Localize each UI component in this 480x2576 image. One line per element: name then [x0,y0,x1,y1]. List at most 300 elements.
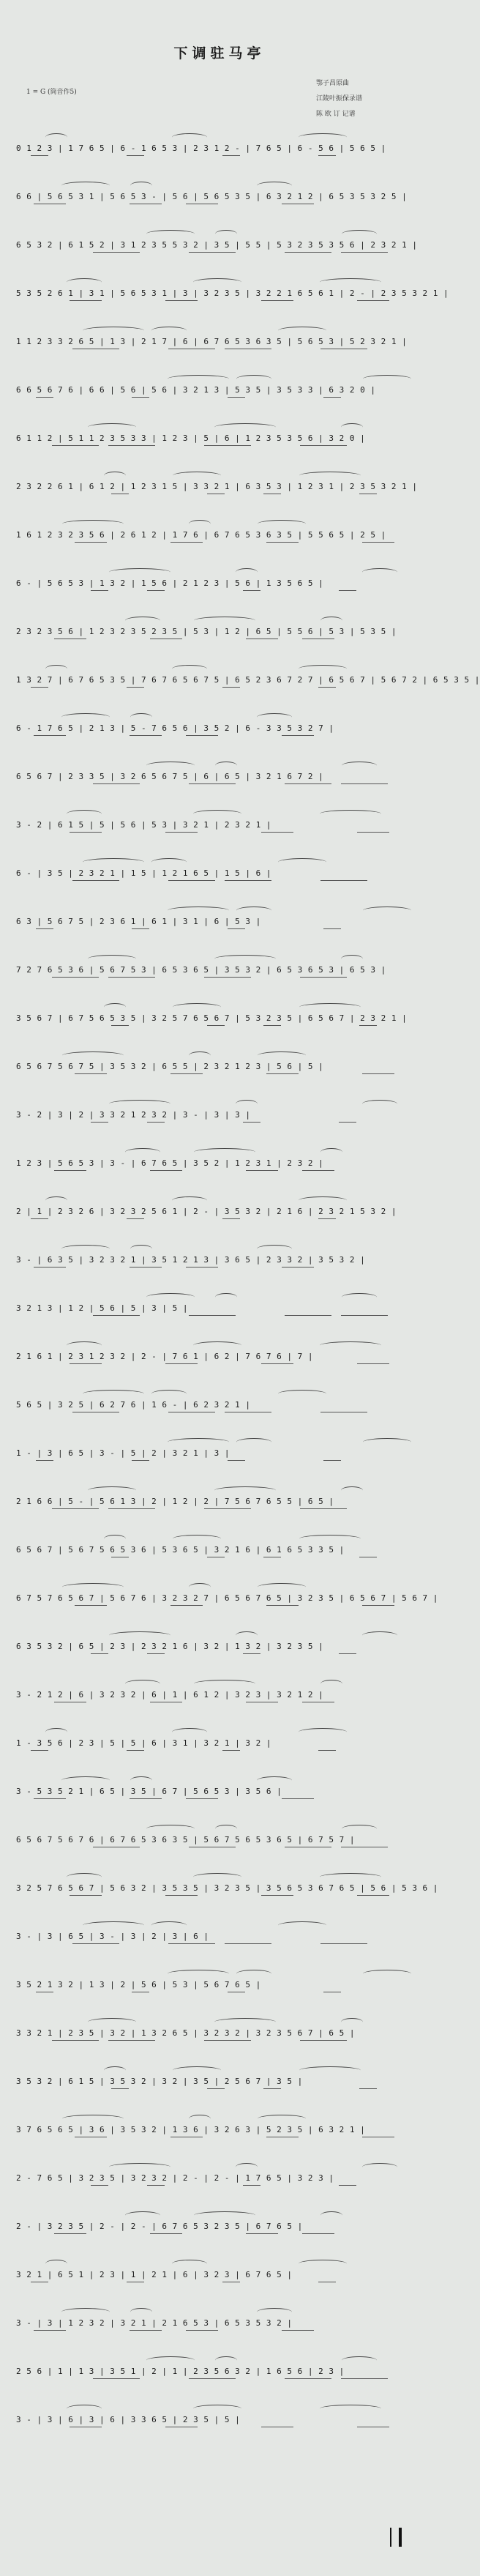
beam-underline [339,590,356,591]
slur-mark [320,810,381,818]
notation-line: 3 - | 3 | 6 5 | 3 - | 3 | 2 | 3 | 6 | [16,1932,209,1941]
notation-line: 3 2 1 3 | 1 2 | 5 6 | 5 | 3 | 5 | [16,1303,189,1313]
slur-mark [257,182,292,190]
slur-mark [104,472,126,480]
beam-underline [318,1750,336,1751]
slur-mark [299,133,347,141]
slur-mark [214,2018,276,2026]
slur-mark [341,1486,363,1494]
notation-row [16,1472,423,1520]
notation-line: 6 5 3 2 | 6 1 5 2 | 3 1 2 3 5 5 3 2 | 3 5 | 5 5 | 5 3 2 3 5 3 5 6 | 2 3 2 1 | [16,240,418,250]
beam-underline [108,2040,155,2041]
beam-underline [318,155,336,156]
slur-mark [104,1535,126,1543]
beam-underline [93,252,140,253]
beam-underline [261,832,293,833]
notation-line: 6 5 6 7 5 6 7 6 | 6 7 6 5 3 6 3 5 | 5 6 7 5 6 5 3 6 5 | 6 7 5 7 | [16,1835,355,1844]
slur-mark [215,1293,237,1301]
slur-mark [189,2115,211,2123]
beam-underline [222,1218,240,1219]
beam-underline [34,2330,66,2331]
notation-line: 5 6 5 | 3 2 5 | 6 2 7 6 | 1 6 - | 6 2 3 2 1 | [16,1400,251,1410]
notation-line: 3 - 2 1 2 | 6 | 3 2 3 2 | 6 | 1 | 6 1 2 | 3 2 3 | 3 2 1 2 | [16,1690,324,1700]
beam-underline [204,445,251,446]
beam-underline [341,1315,388,1316]
beam-underline [70,300,102,301]
slur-mark [299,472,361,480]
beam-underline [31,687,48,688]
slur-mark [193,2405,241,2413]
beam-underline [204,1508,251,1509]
slur-mark [342,1825,377,1833]
beam-underline [54,1170,86,1171]
notation-row [16,1182,423,1230]
slur-mark [363,375,411,383]
slur-mark [363,907,411,915]
slur-mark [258,2115,306,2123]
beam-underline [228,1460,245,1461]
slur-mark [189,1051,211,1060]
slur-mark [299,665,347,673]
beam-underline [285,252,331,253]
beam-underline [243,590,260,591]
beam-underline [341,783,388,784]
beam-underline [31,155,48,156]
slur-mark [45,133,67,141]
slur-mark [257,1245,292,1253]
beam-underline [130,2330,162,2331]
notation-line: 6 5 6 7 5 6 7 5 | 3 5 3 2 | 6 5 5 | 2 3 2 1 2 3 | 5 6 | 5 | [16,1062,324,1071]
slur-mark [61,1245,110,1253]
beam-underline [339,1122,356,1123]
beam-underline [323,1460,341,1461]
slur-mark [109,1100,170,1108]
slur-mark [236,1631,258,1639]
slur-mark [236,2163,258,2171]
slur-mark [320,1680,342,1688]
slur-mark [151,1390,187,1398]
slur-mark [194,2211,255,2219]
slur-mark [173,472,221,480]
beam-underline [362,1073,394,1074]
beam-underline [150,2233,182,2234]
slur-mark [61,1776,110,1784]
slur-mark [61,182,110,190]
beam-underline [132,928,149,929]
slur-mark [83,327,144,335]
slur-mark [320,2405,381,2413]
notation-line: 6 7 5 7 6 5 6 7 | 5 6 7 6 | 3 2 3 2 7 | 6 5 6 7 6 5 | 3 2 3 5 | 6 5 6 7 | 5 6 7 | [16,1593,438,1603]
beam-underline [261,1363,293,1364]
beam-underline [300,2040,347,2041]
beam-underline [323,397,341,398]
slur-mark [151,1921,187,1929]
notation-row [16,1762,423,1810]
slur-mark [342,1293,377,1301]
notation-line: 2 - 7 6 5 | 3 2 3 5 | 3 2 3 2 | 2 - | 2 - | 1 7 6 5 | 3 2 3 | [16,2173,334,2183]
notation-line: 6 3 | 5 6 7 5 | 2 3 6 1 | 6 1 | 3 1 | 6 | 5 3 | [16,917,261,926]
beam-underline [111,1025,129,1026]
notation-row [16,1085,423,1133]
notation-line: 3 - 2 | 6 1 5 | 5 | 5 6 | 5 3 | 3 2 1 | 2 3 2 1 | [16,820,272,830]
slur-mark [320,617,342,625]
notation-line: 3 2 1 | 6 5 1 | 2 3 | 1 | 2 1 | 6 | 3 2 3 | 6 7 6 5 | [16,2270,293,2279]
slur-mark [146,762,195,770]
notation-line: 2 - | 3 2 3 5 | 2 - | 2 - | 6 7 6 5 3 2 3 5 | 6 7 6 5 | [16,2222,303,2231]
slur-mark [172,665,207,673]
beam-underline [189,1315,236,1316]
slur-mark [83,1921,144,1929]
slur-mark [125,617,160,625]
beam-underline [339,2185,356,2186]
slur-mark [67,2405,102,2413]
slur-mark [83,1390,144,1398]
notation-row [16,215,423,264]
notation-row [16,2100,423,2148]
slur-mark [67,1873,102,1881]
slur-mark [193,278,241,286]
slur-mark [194,1680,255,1688]
slur-mark [61,713,110,721]
slur-mark [189,520,211,528]
beam-underline [243,2185,260,2186]
slur-mark [215,230,237,238]
notation-line: 1 1 2 3 3 2 6 5 | 1 3 | 2 1 7 | 6 | 6 7 6 5 3 6 3 5 | 5 6 5 3 | 5 2 3 2 1 | [16,337,408,346]
slur-mark [172,133,207,141]
beam-underline [359,1025,377,1026]
slur-mark [45,2260,67,2268]
slur-mark [173,1535,221,1543]
slur-mark [146,1293,195,1301]
notation-row [16,1617,423,1665]
beam-underline [168,880,215,881]
slur-mark [342,2356,377,2364]
beam-underline [93,2378,140,2379]
slur-mark [320,1148,342,1156]
slur-mark [193,810,241,818]
slur-mark [236,1970,271,1978]
slur-mark [61,2308,110,2316]
score-title: 下调驻马亭 [173,45,266,62]
beam-underline [263,1025,281,1026]
beam-underline [261,300,293,301]
beam-underline [285,1315,331,1316]
slur-mark [362,568,397,576]
beam-underline [189,2378,236,2379]
beam-underline [282,2330,314,2331]
beam-underline [207,1025,225,1026]
beam-underline [320,1943,367,1944]
notation-row [16,2293,423,2342]
slur-mark [172,2260,207,2268]
notation-line: 7 2 7 6 5 3 6 | 5 6 7 5 3 | 6 5 3 6 5 | 3 5 3 2 | 6 5 3 6 5 3 | 6 5 3 | [16,965,386,975]
notation-row [16,989,423,1037]
slur-mark [320,2211,342,2219]
notation-row [16,1230,423,1278]
notation-row [16,167,423,215]
slur-mark [62,1583,124,1591]
beam-underline [54,2233,86,2234]
slur-mark [168,1438,229,1446]
notation-staff [16,119,480,2438]
beam-underline [282,735,314,736]
beam-underline [320,880,367,881]
slur-mark [168,1970,229,1978]
notation-row [16,602,423,650]
beam-underline [222,687,240,688]
slur-mark [215,1825,237,1833]
beam-underline [75,1073,107,1074]
notation-row [16,1713,423,1762]
beam-underline [130,735,162,736]
beam-underline [207,2088,225,2089]
notation-line: 6 5 6 7 | 2 3 3 5 | 3 2 6 5 6 7 5 | 6 | 6 5 | 3 2 1 6 7 2 | [16,772,324,781]
beam-underline [168,1943,215,1944]
slur-mark [88,1486,136,1494]
beam-underline [147,2185,165,2186]
slur-mark [83,858,144,866]
notation-row [16,1423,423,1472]
beam-underline [359,2088,377,2089]
beam-underline [323,928,341,929]
notation-row [16,312,423,360]
slur-mark [258,1051,306,1060]
notation-row [16,2052,423,2100]
notation-row [16,360,423,409]
beam-underline [147,1653,165,1654]
notation-line: 3 2 5 7 6 5 6 7 | 5 6 3 2 | 3 5 3 5 | 3 2 3 5 | 3 5 6 5 3 6 7 6 5 | 5 6 | 5 3 6 | [16,1883,438,1893]
slur-mark [363,1970,411,1978]
notation-row [16,1810,423,1858]
slur-mark [299,1728,347,1736]
beam-underline [75,1605,107,1606]
beam-underline [36,928,53,929]
beam-underline [165,1895,198,1896]
notation-row [16,2342,423,2390]
notation-line: 6 6 | 5 6 5 3 1 | 5 6 5 3 - | 5 6 | 5 6 5 3 5 | 6 3 2 1 2 | 6 5 3 5 3 2 5 | [16,192,408,201]
beam-underline [147,1122,165,1123]
beam-underline [52,2040,99,2041]
beam-underline [36,1460,53,1461]
beam-underline [266,1605,299,1606]
beam-underline [204,977,251,978]
beam-underline [228,397,245,398]
notation-line: 3 5 3 2 | 6 1 5 | 3 5 3 2 | 3 2 | 3 5 | 2 5 6 7 | 3 5 | [16,2077,303,2086]
beam-underline [222,155,240,156]
slur-mark [130,713,152,721]
notation-line: 3 5 6 7 | 6 7 5 6 5 3 5 | 3 2 5 7 6 5 6 7 | 5 3 2 3 5 | 6 5 6 7 | 2 3 2 1 | [16,1013,408,1023]
notation-line: 2 1 6 1 | 2 3 1 2 3 2 | 2 - | 7 6 1 | 6 2 | 7 6 7 6 | 7 | [16,1352,313,1361]
beam-underline [225,880,271,881]
slur-mark [67,1341,102,1350]
notation-row [16,940,423,989]
notation-line: 3 - 5 3 5 2 1 | 6 5 | 3 5 | 6 7 | 5 6 5 3 | 3 5 6 | [16,1787,282,1796]
beam-underline [130,1798,162,1799]
slur-mark [299,2066,361,2074]
notation-row [16,2003,423,2052]
notation-line: 6 - | 5 6 5 3 | 1 3 2 | 1 5 6 | 2 1 2 3 | 5 6 | 1 3 5 6 5 | [16,578,324,588]
slur-mark [341,2018,363,2026]
transcriber-credit: 江陵叶振保录谱 [316,95,363,103]
notation-row [16,2197,423,2245]
beam-underline [285,783,331,784]
notation-row [16,2245,423,2293]
beam-underline [282,1798,314,1799]
beam-underline [318,1218,336,1219]
beam-underline [300,977,347,978]
beam-underline [302,2233,334,2234]
notation-line: 5 3 5 2 6 1 | 3 1 | 5 6 5 3 1 | 3 | 3 2 3 5 | 3 2 2 1 6 5 6 1 | 2 - | 2 3 5 3 2 1 | [16,289,449,298]
beam-underline [91,1653,108,1654]
beam-underline [243,1653,260,1654]
notation-row [16,844,423,892]
slur-mark [109,1631,170,1639]
beam-underline [357,1895,389,1896]
slur-mark [341,955,363,963]
slur-mark [342,762,377,770]
beam-underline [31,1218,48,1219]
beam-underline [357,1363,389,1364]
slur-mark [173,2066,221,2074]
beam-underline [362,1605,394,1606]
beam-underline [108,445,155,446]
notation-row [16,1520,423,1568]
beam-underline [362,542,394,543]
slur-mark [88,423,136,431]
notation-row [16,2390,423,2438]
beam-underline [72,880,119,881]
beam-underline [34,1798,66,1799]
slur-mark [236,907,271,915]
beam-underline [170,542,203,543]
beam-underline [186,735,218,736]
beam-underline [52,445,99,446]
beam-underline [189,783,236,784]
beam-underline [91,1122,108,1123]
slur-mark [363,1438,411,1446]
beam-underline [302,1170,334,1171]
notation-row [16,1955,423,2003]
notation-row [16,650,480,699]
notation-row [16,1375,423,1423]
beam-underline [34,735,66,736]
beam-underline [127,1218,144,1219]
beam-underline [300,1508,347,1509]
notation-row [16,1907,423,1955]
slur-mark [193,1873,241,1881]
beam-underline [170,1073,203,1074]
slur-mark [257,2308,292,2316]
slur-mark [215,762,237,770]
beam-underline [91,2185,108,2186]
slur-mark [172,1728,207,1736]
credits-block [316,76,362,122]
notation-line: 3 - | 3 | 6 | 3 | 6 | 3 3 6 5 | 2 3 5 | 5 | [16,2415,241,2424]
notation-row [16,554,423,602]
beam-underline [341,2378,388,2379]
beam-underline [318,687,336,688]
slur-mark [146,1825,195,1833]
slur-mark [194,617,255,625]
notation-line: 1 2 3 | 5 6 5 3 | 3 - | 6 7 6 5 | 3 5 2 | 1 2 3 1 | 2 3 2 | [16,1158,324,1168]
beam-underline [228,928,245,929]
notation-line: 3 - 2 | 3 | 2 | 3 3 2 1 2 3 2 | 3 - | 3 | 3 | [16,1110,251,1120]
beam-underline [186,2330,218,2331]
slur-mark [130,1245,152,1253]
slur-mark [341,423,363,431]
beam-underline [165,832,198,833]
beam-underline [357,832,389,833]
slur-mark [45,1196,67,1205]
notation-row [16,119,423,167]
slur-mark [299,1535,361,1543]
notation-row [16,1665,423,1713]
slur-mark [362,2163,397,2171]
slur-mark [299,1003,361,1011]
beam-underline [72,1943,119,1944]
beam-underline [108,977,155,978]
beam-underline [52,977,99,978]
slur-mark [88,2018,136,2026]
notation-line: 6 6 5 6 7 6 | 6 6 | 5 6 | 5 6 | 3 2 1 3 | 5 3 5 | 3 5 3 3 | 6 3 2 0 | [16,385,376,395]
slur-mark [168,907,229,915]
slur-mark [130,182,152,190]
slur-mark [320,278,381,286]
beam-underline [127,687,144,688]
beam-underline [186,1798,218,1799]
slur-mark [109,568,170,576]
notation-line: 3 - | 6 3 5 | 3 2 3 2 1 | 3 5 1 2 1 3 | 3 6 5 | 2 3 3 2 | 3 5 3 2 | [16,1255,366,1265]
slur-mark [236,1438,271,1446]
slur-mark [67,278,102,286]
beam-underline [75,542,107,543]
beam-underline [93,783,140,784]
notation-line: 3 - | 3 | 1 2 3 2 | 3 2 1 | 2 1 6 5 3 | 6 5 3 5 3 2 | [16,2318,293,2328]
notation-line: 2 1 6 6 | 5 - | 5 6 1 3 | 2 | 1 2 | 2 | 7 5 6 7 6 5 5 | 6 5 | [16,1497,334,1506]
slur-mark [320,1341,381,1350]
slur-mark [320,1873,381,1881]
slur-mark [125,1148,160,1156]
composer-credit: 鄂子昌原曲 [316,80,350,87]
notation-row [16,1133,423,1182]
slur-mark [62,520,124,528]
slur-mark [45,665,67,673]
slur-mark [146,230,195,238]
beam-underline [263,2088,281,2089]
beam-underline [36,397,53,398]
beam-underline [147,590,165,591]
notation-line: 1 6 1 2 3 2 3 5 6 | 2 6 1 2 | 1 7 6 | 6 7 6 5 3 6 3 5 | 5 5 6 5 | 2 5 | [16,530,386,540]
slur-mark [104,1003,126,1011]
beam-underline [285,2378,331,2379]
beam-underline [261,1895,293,1896]
slur-mark [236,375,271,383]
slur-mark [45,1728,67,1736]
slur-mark [214,955,276,963]
slur-mark [362,1631,397,1639]
slur-mark [125,1680,160,1688]
notation-line: 3 3 2 1 | 2 3 5 | 3 2 | 1 3 2 6 5 | 3 2 3 2 | 3 2 3 5 6 7 | 6 5 | [16,2028,355,2038]
notation-row [16,747,423,795]
notation-line: 2 | 1 | 2 3 2 6 | 3 2 3 2 5 6 1 | 2 - | 3 5 3 2 | 2 1 6 | 2 3 2 1 5 3 2 | [16,1207,397,1216]
beam-underline [170,1605,203,1606]
slur-mark [67,810,102,818]
beam-underline [204,2040,251,2041]
notation-row [16,1278,423,1327]
beam-underline [225,1943,271,1944]
slur-mark [214,1486,276,1494]
slur-mark [258,520,306,528]
